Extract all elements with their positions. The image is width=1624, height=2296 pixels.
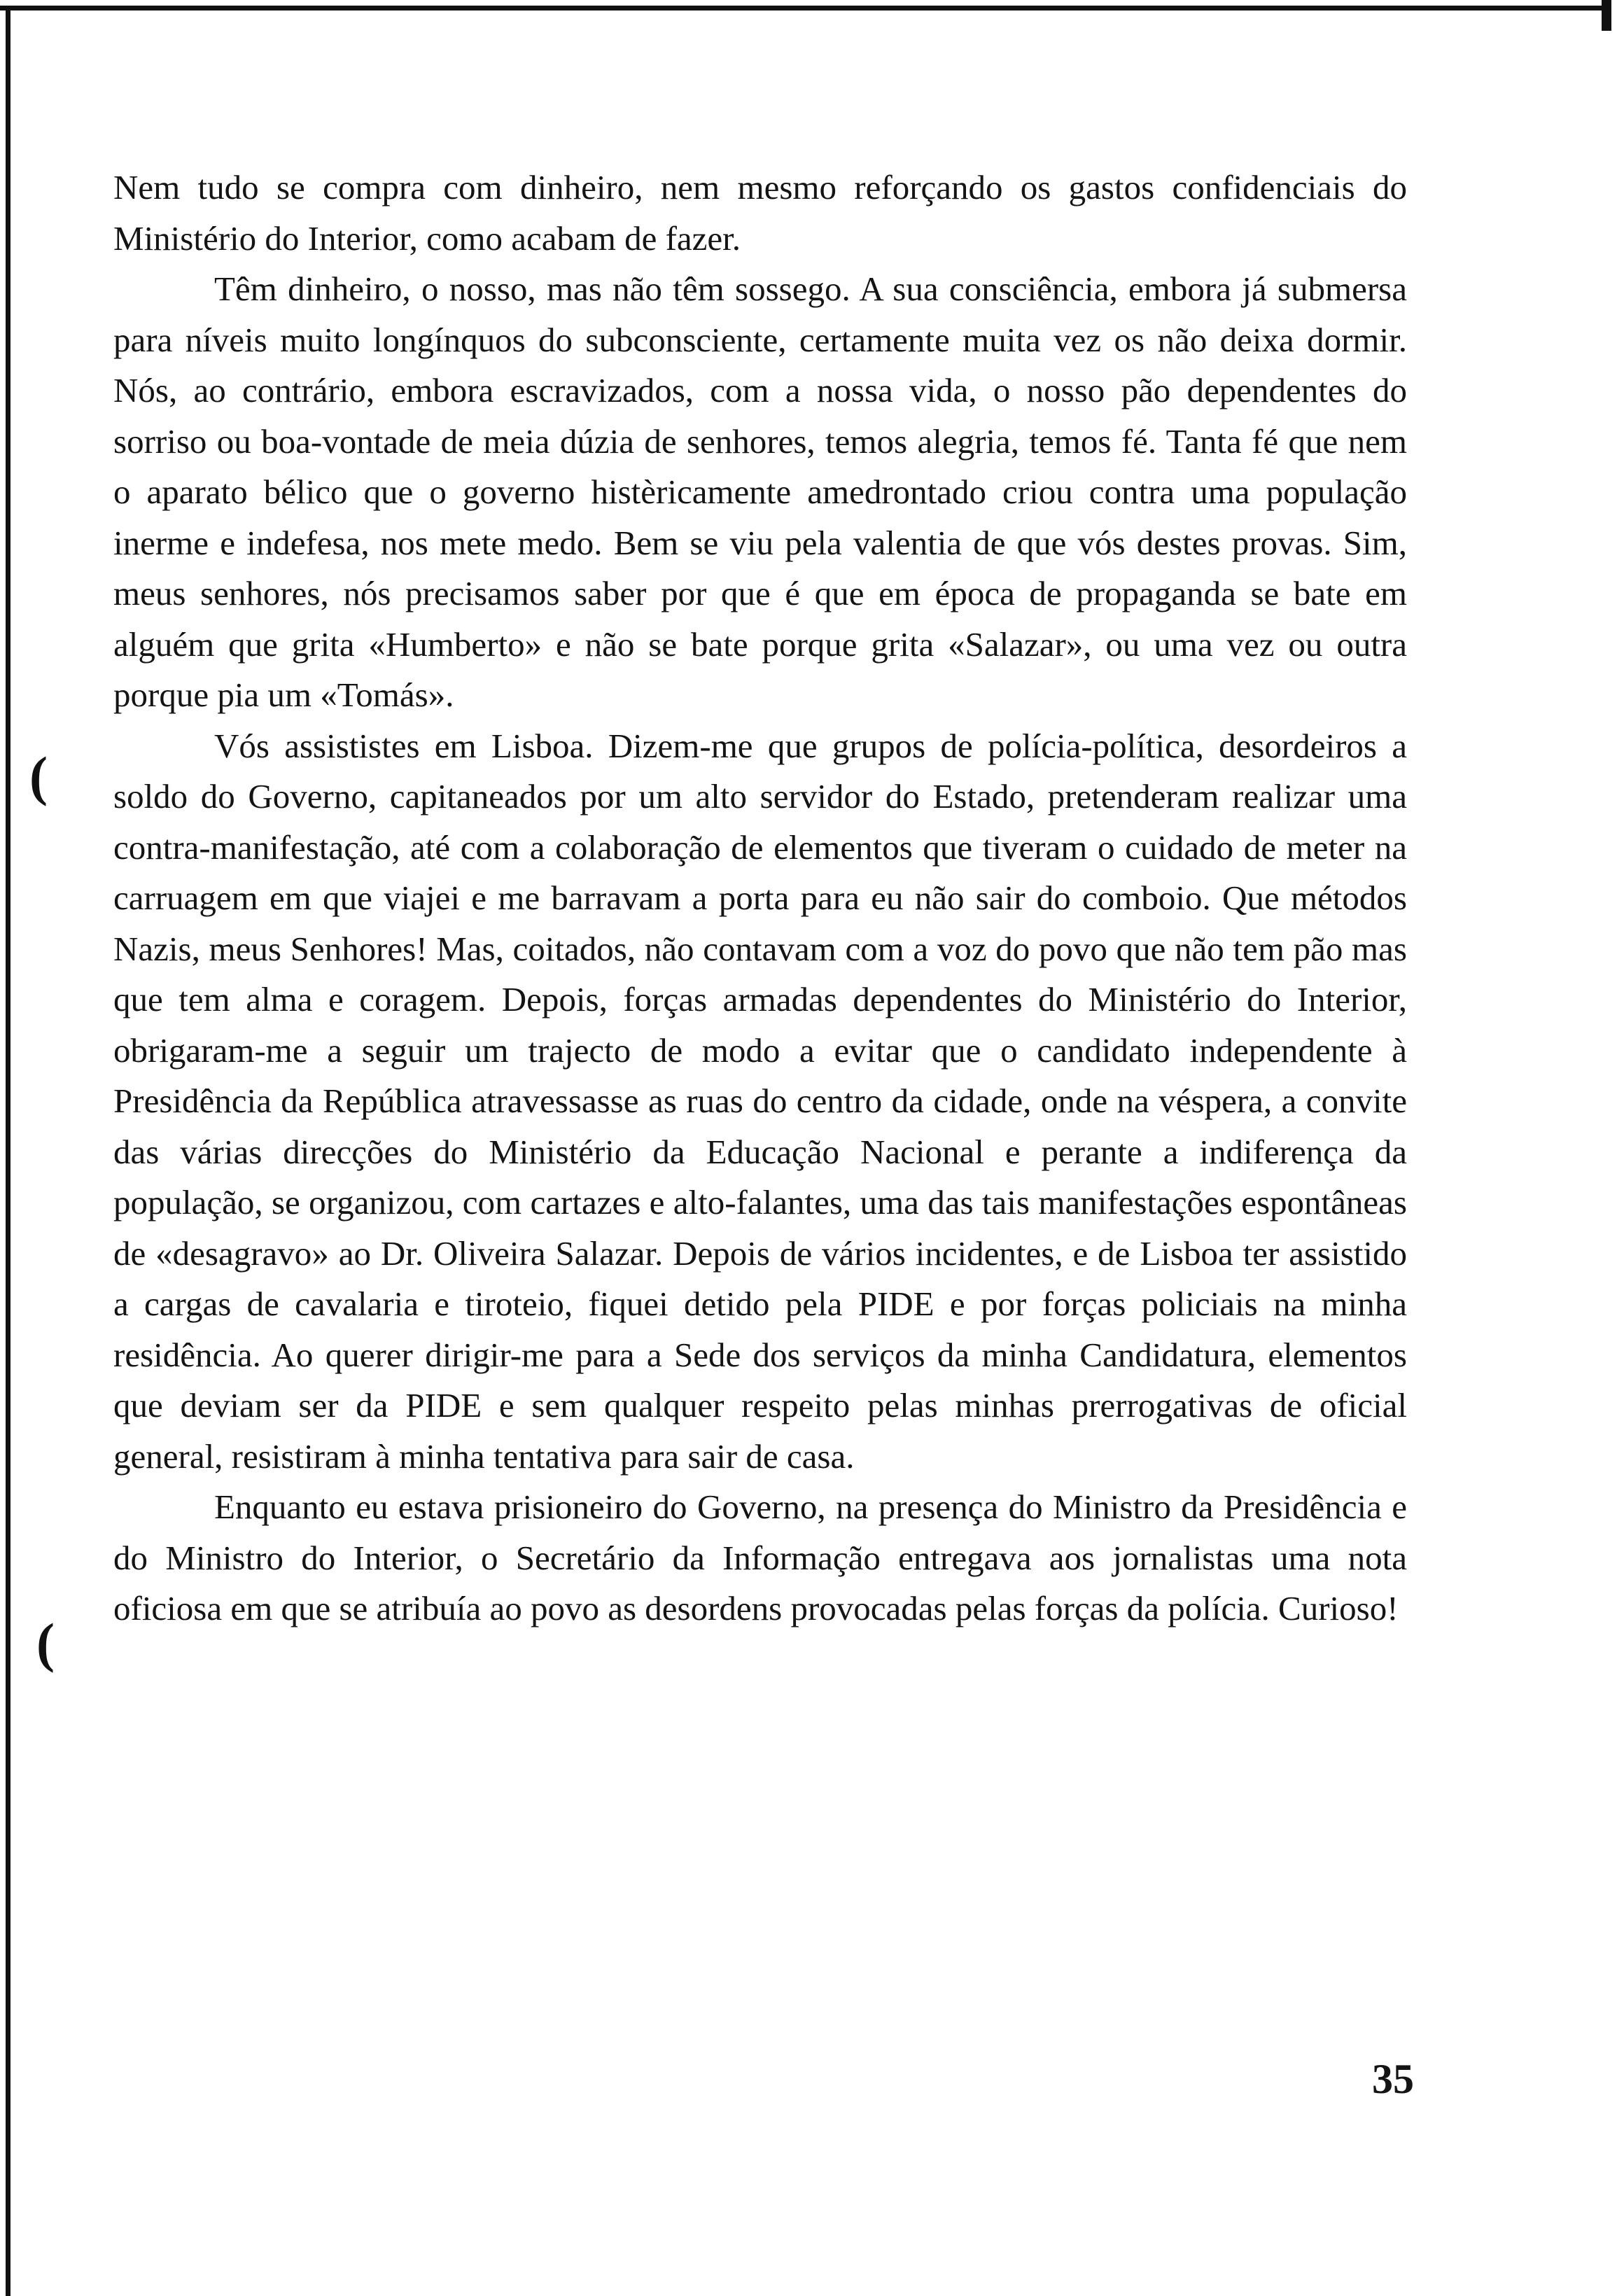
paragraph: Vós assististes em Lisboa. Dizem-me que grupos de polícia-política, desordeiros a soldo do Governo, capitaneados por um alto servidor do Estado, pretenderam realizar uma contra-manifestação, até com a colaboração de elementos que tiveram o cuidado de meter na carruagem em que viajei e me barravam a porta para eu não sair do comboio. Que métodos Nazis, meus Senhores! Mas, coitados, não contavam com a voz do povo que não tem pão mas que tem alma e coragem. Depois, forças armadas dependentes do Ministério do Interior, obrigaram-me a seguir um trajecto de modo a evitar que o candidato independente à Presidência da República atravessasse as ruas do centro da cidade, onde na véspera, a convite das várias direcções do Ministério da Educação Nacional e perante a indiferença da população, se organizou, com cartazes e alto-falantes, uma das tais manifestações espontâneas de «desagravo» ao Dr. Oliveira Salazar. Depois de vários incidentes, e de Lisboa ter assistido a cargas de cavalaria e tiroteio, fiquei detido pela PIDE e por forças policiais na minha residência. Ao querer dirigir-me para a Sede dos serviços da minha Candidatura, elementos que deviam ser da PIDE e sem qualquer respeito pelas minhas prerrogativas de oficial general, resistiram à minha tentativa para sair de casa. <box>113 726 1407 1476</box>
page-number: 35 <box>1372 2056 1414 2102</box>
margin-bracket-mark: ( <box>29 746 48 806</box>
scan-border-top <box>0 6 1603 10</box>
scan-corner-mark <box>1602 0 1611 31</box>
margin-bracket-mark: ( <box>36 1612 55 1673</box>
paragraph: Nem tudo se compra com dinheiro, nem mesmo reforçando os gastos confidenciais do Ministério do Interior, como acabam de fazer. <box>113 168 1407 258</box>
paragraph: Enquanto eu estava prisioneiro do Governo, na presença do Ministro da Presidência e do Ministro do Interior, o Secretário da Informação entregava aos jornalistas uma nota oficiosa em que se atribuía ao povo as desordens provocadas pelas forças da polícia. Curioso! <box>113 1488 1407 1628</box>
body-text <box>113 162 1407 1634</box>
paragraph: Têm dinheiro, o nosso, mas não têm sossego. A sua consciência, embora já submersa para níveis muito longínquos do subconsciente, certamente muita vez os não deixa dormir. Nós, ao contrário, embora escravizados, com a nossa vida, o nosso pão dependentes do sorriso ou boa-vontade de meia dúzia de senhores, temos alegria, temos fé. Tanta fé que nem o aparato bélico que o governo histèricamente amedrontado criou contra uma população inerme e indefesa, nos mete medo. Bem se viu pela valentia de que vós destes provas. Sim, meus senhores, nós precisamos saber por que é que em época de propaganda se bate em alguém que grita «Humberto» e não se bate porque grita «Salazar», ou uma vez ou outra porque pia um «Tomás». <box>113 270 1407 714</box>
scan-border-left <box>6 6 10 2296</box>
